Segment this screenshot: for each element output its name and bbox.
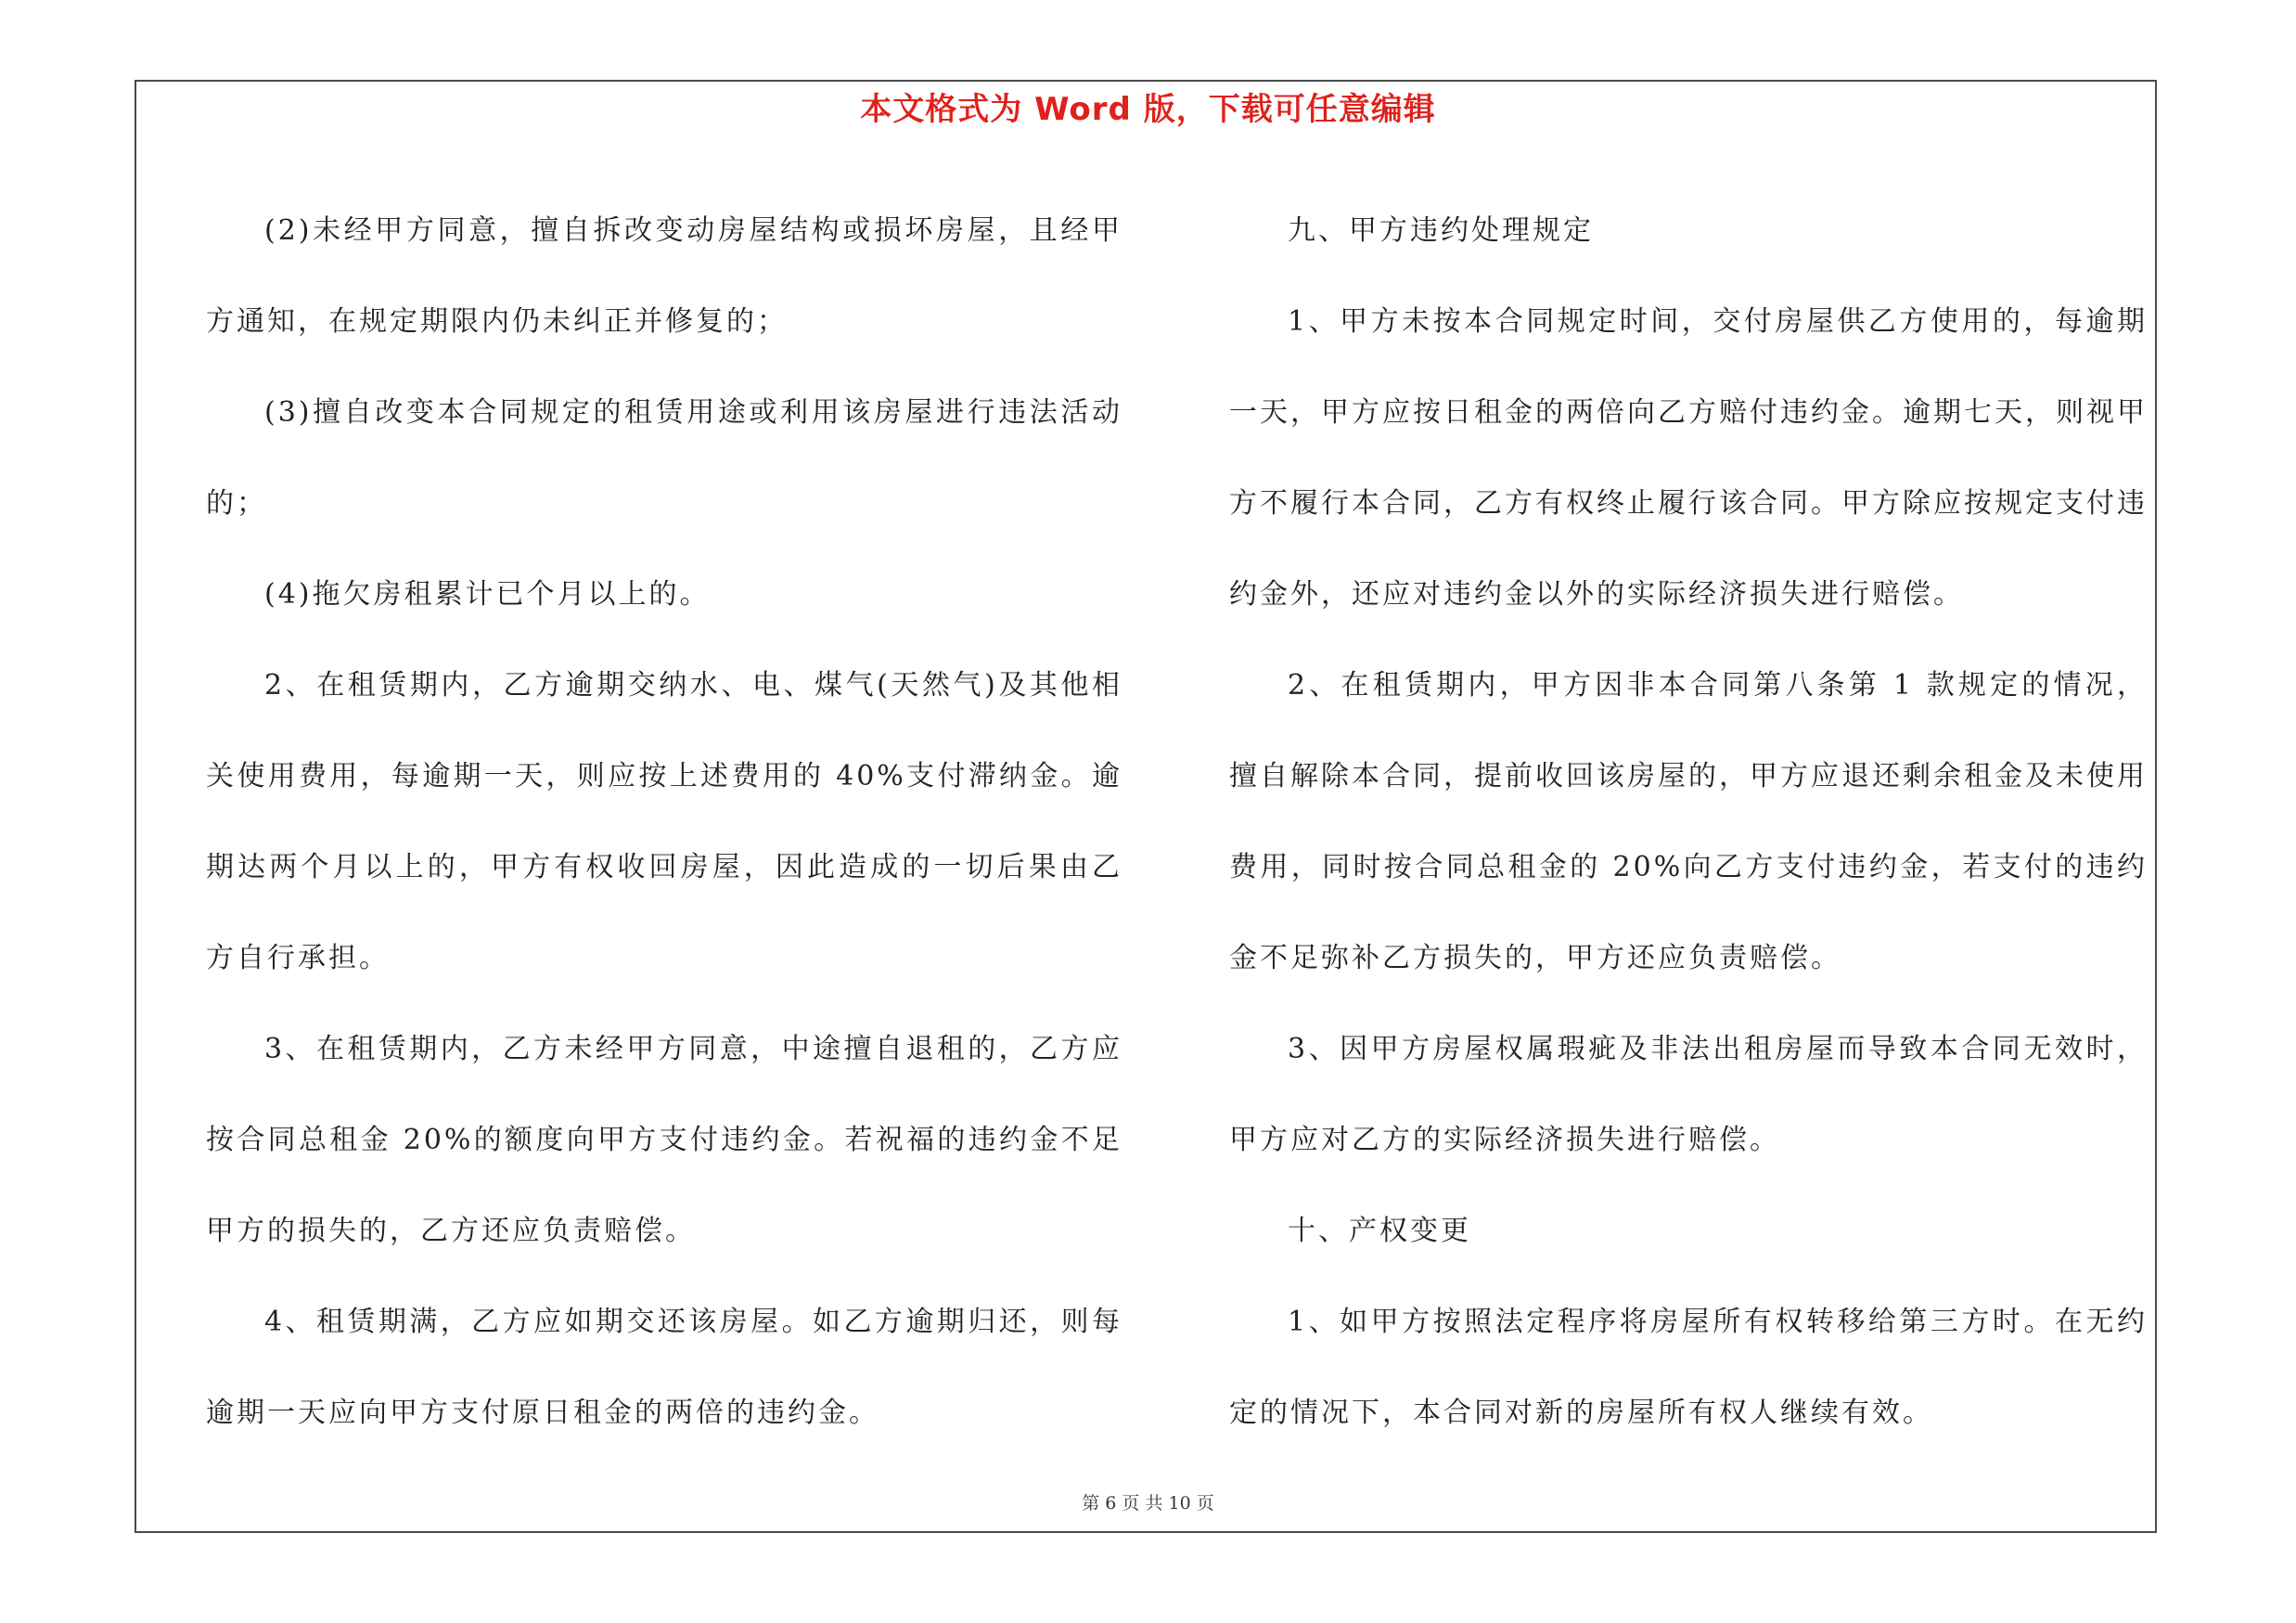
right-paragraph: 1、甲方未按本合同规定时间，交付房屋供乙方使用的，每逾期一天，甲方应按日租金的两倍向乙方赔付违约金。逾期七天，则视甲方不履行本合同，乙方有权终止履行该合同。甲方除应按规定支付违约金外，还应对违约金以外的实际经济损失进行赔偿。: [1229, 305, 2148, 611]
left-paragraph: 4、租赁期满，乙方应如期交还该房屋。如乙方逾期归还，则每逾期一天应向甲方支付原日租金的两倍的违约金。: [206, 1306, 1122, 1429]
left-paragraph: (4)拖欠房租累计已个月以上的。: [264, 578, 711, 611]
section-heading: 十、产权变更: [1288, 1215, 1471, 1247]
section-heading: 九、甲方违约处理规定: [1288, 214, 1594, 247]
format-banner: 本文格式为 Word 版，下载可任意编辑: [860, 91, 1436, 128]
right-paragraph: 1、如甲方按照法定程序将房屋所有权转移给第三方时。在无约定的情况下，本合同对新的房屋所有权人继续有效。: [1229, 1306, 2148, 1429]
right-column: [1229, 186, 2148, 1459]
left-paragraph: 2、在租赁期内，乙方逾期交纳水、电、煤气(天然气)及其他相关使用费用，每逾期一天，则应按上述费用的 40%支付滞纳金。逾期达两个月以上的，甲方有权收回房屋，因此造成的一切后果由乙方自行承担。: [206, 669, 1122, 974]
page-number: 第 6 页 共 10 页: [1082, 1493, 1214, 1514]
right-paragraph: 2、在租赁期内，甲方因非本合同第八条第 1 款规定的情况，擅自解除本合同，提前收回该房屋的，甲方应退还剩余租金及未使用费用，同时按合同总租金的 20%向乙方支付违约金，若支付的违约金不足弥补乙方损失的，甲方还应负责赔偿。: [1229, 669, 2148, 974]
left-paragraph: (2)未经甲方同意，擅自拆改变动房屋结构或损坏房屋，且经甲方通知，在规定期限内仍未纠正并修复的；: [206, 214, 1122, 338]
left-column: [206, 186, 1122, 1459]
left-paragraph: 3、在租赁期内，乙方未经甲方同意，中途擅自退租的，乙方应按合同总租金 20%的额度向甲方支付违约金。若祝福的违约金不足甲方的损失的，乙方还应负责赔偿。: [206, 1033, 1122, 1247]
right-paragraph: 3、因甲方房屋权属瑕疵及非法出租房屋而导致本合同无效时，甲方应对乙方的实际经济损失进行赔偿。: [1229, 1033, 2148, 1156]
left-paragraph: (3)擅自改变本合同规定的租赁用途或利用该房屋进行违法活动的；: [206, 396, 1122, 520]
